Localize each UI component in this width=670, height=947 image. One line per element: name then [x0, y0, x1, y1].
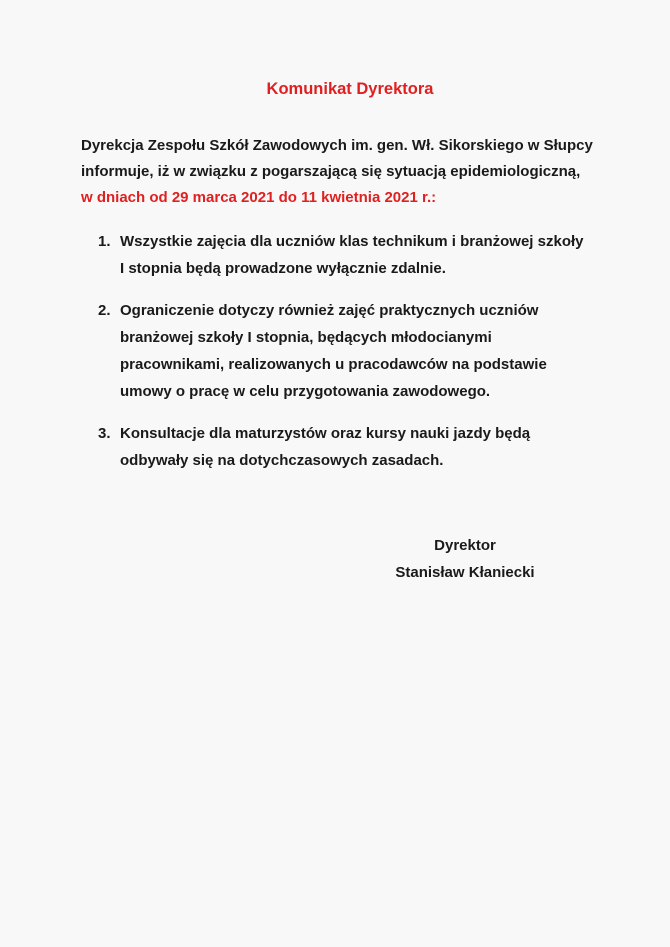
list-item-text-line: Konsultacje dla maturzystów oraz kursy nauki jazdy będą [120, 425, 531, 442]
list-item-number: 2. [98, 302, 111, 319]
signature-name: Stanisław Kłaniecki [395, 564, 535, 581]
signature-block [380, 532, 550, 586]
intro-date-range: w dniach od 29 marca 2021 do 11 kwietnia 2021 r.: [81, 189, 437, 206]
list-item [98, 228, 658, 282]
list-item-text-line: branżowej szkoły I stopnia, będących młodocianymi [120, 329, 492, 346]
document-title: Komunikat Dyrektora [266, 80, 434, 98]
list-item-text-line: pracownikami, realizowanych u pracodawców na podstawie [120, 356, 547, 373]
list-item-number: 1. [98, 233, 111, 250]
intro-line-2: informuje, iż w związku z pogarszającą się sytuacją epidemiologiczną, [81, 163, 581, 180]
list-item-text-line: I stopnia będą prowadzone wyłącznie zdalnie. [120, 260, 446, 277]
announcement-list [98, 228, 658, 489]
list-item-text-line: odbywały się na dotychczasowych zasadach. [120, 452, 444, 469]
list-item [98, 297, 658, 405]
list-item-number: 3. [98, 425, 111, 442]
signature-role: Dyrektor [434, 537, 496, 554]
list-item [98, 420, 658, 474]
intro-paragraph [81, 133, 661, 211]
list-item-text-line: Ograniczenie dotyczy również zajęć praktycznych uczniów [120, 302, 539, 319]
list-item-text-line: Wszystkie zajęcia dla uczniów klas technikum i branżowej szkoły [120, 233, 584, 250]
list-item-text-line: umowy o pracę w celu przygotowania zawodowego. [120, 383, 491, 400]
intro-line-1: Dyrekcja Zespołu Szkół Zawodowych im. gen. Wł. Sikorskiego w Słupcy [81, 137, 593, 154]
